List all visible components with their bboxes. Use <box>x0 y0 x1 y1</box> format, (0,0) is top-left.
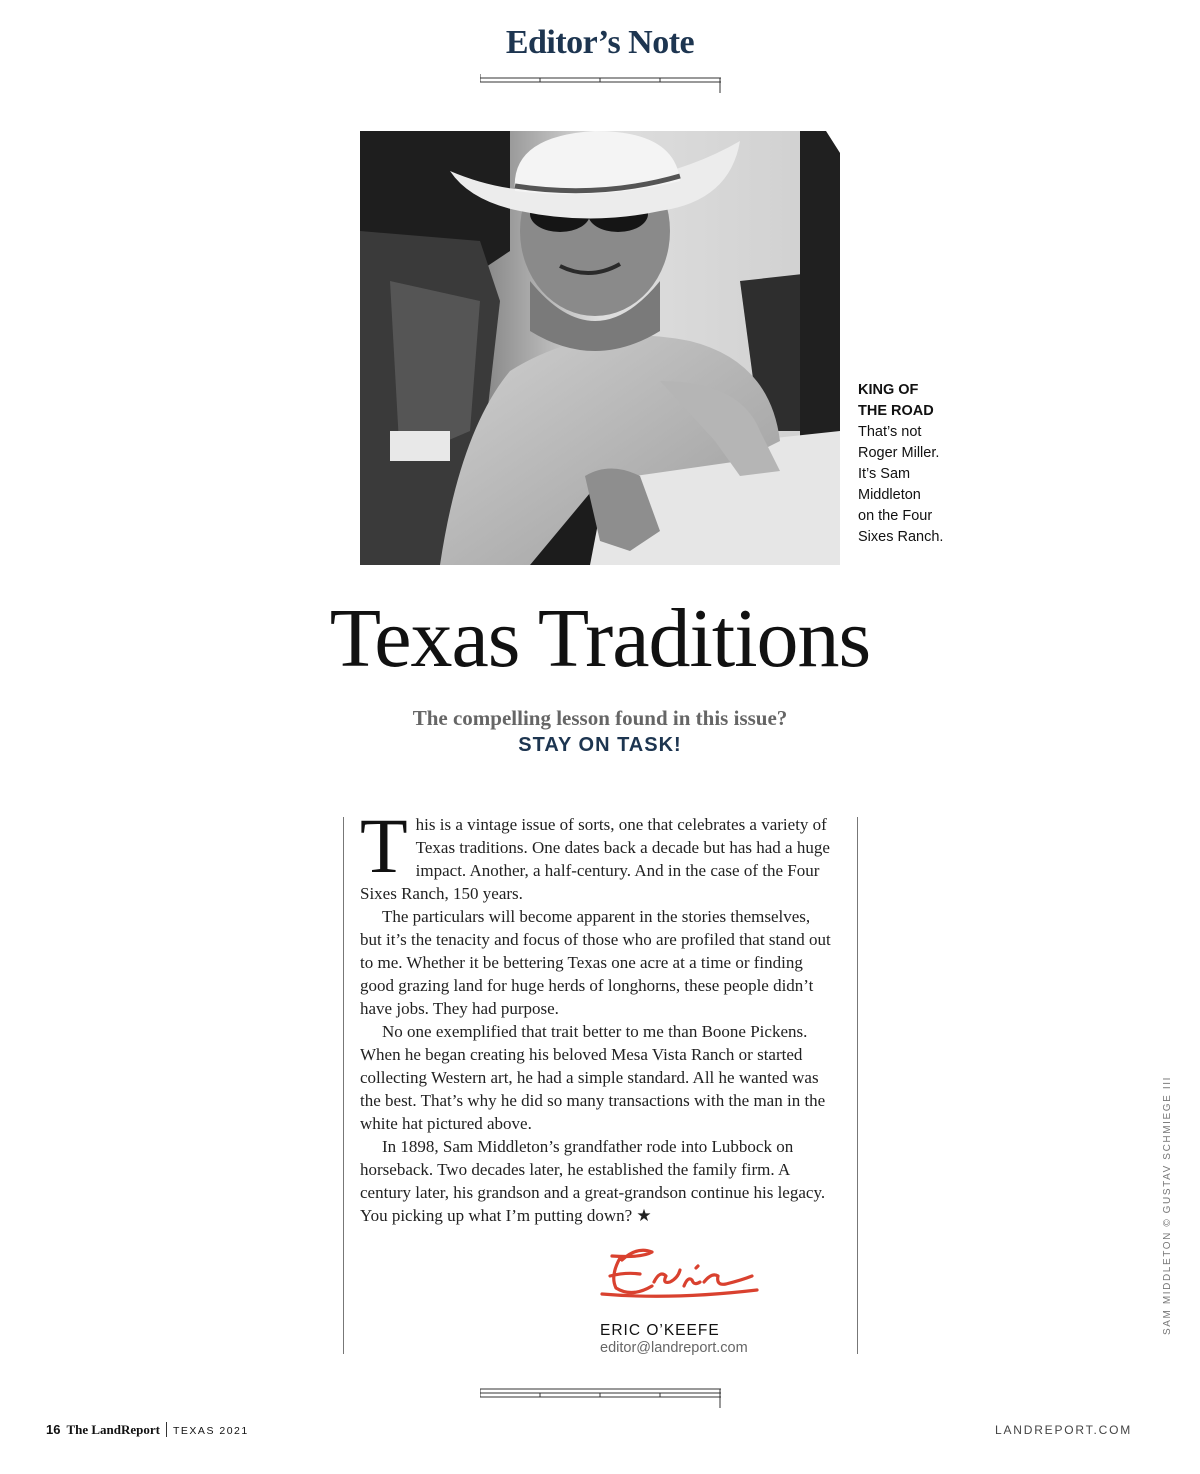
photo-caption <box>858 380 978 548</box>
paragraph-4: In 1898, Sam Middleton’s grandfather rode into Lubbock on horseback. Two decades later, he established the family firm. A century later, his grandson and a great-grandson continue his legacy. You picking up what I’m putting down? ★ <box>360 1137 826 1225</box>
folio-divider <box>166 1422 167 1437</box>
caption-body: That’s not Roger Miller. It’s Sam Middleton on the Four Sixes Ranch. <box>858 424 944 545</box>
photo-credit: SAM MIDDLETON © GUSTAV SCHMIEGE III <box>1162 1076 1173 1335</box>
dek-question: The compelling lesson found in this issue? <box>412 706 788 730</box>
right-column-rule <box>857 817 858 1354</box>
dek-answer: STAY ON TASK! <box>518 734 682 756</box>
caption-kicker: KING OF THE ROAD <box>858 382 934 419</box>
paragraph-1 <box>360 802 836 905</box>
paragraph-2: The particulars will become apparent in the stories themselves, but it’s the tenacity and focus of those who are profiled that stand out to me. Whether it be bettering Texas one acre at a time or finding good grazing land for huge herds of longhorns, these people didn’t have jobs. They had purpose. <box>360 907 831 1018</box>
magazine-name: The LandReport <box>66 1422 161 1437</box>
website-link[interactable]: LANDREPORT.COM <box>995 1423 1132 1437</box>
author-name: ERIC O’KEEFE <box>600 1322 720 1339</box>
issue-label: TEXAS 2021 <box>173 1425 249 1437</box>
footer-folio <box>46 1422 249 1438</box>
left-column-rule <box>343 817 344 1354</box>
paragraph-1-text: his is a vintage issue of sorts, one that celebrates a variety of Texas traditions. One dates back a decade but has had a huge impact. Another, a half-century. And in the case of the Four Sixes Ranch, 150 years. <box>360 815 830 903</box>
author-email[interactable]: editor@landreport.com <box>600 1340 748 1356</box>
page-number: 16 <box>46 1422 61 1437</box>
signature <box>592 1242 762 1310</box>
drop-cap: T <box>360 802 408 889</box>
paragraph-3: No one exemplified that trait better to me than Boone Pickens. When he began creating his beloved Mesa Vista Ranch or started collecting Western art, he had a simple standard. All he wanted was the best. That’s why he did so many transactions with the man in the white hat pictured above. <box>360 1022 826 1133</box>
top-rule-ornament <box>480 72 721 94</box>
headline: Texas Traditions <box>329 592 871 685</box>
photo-cowboy-in-truck <box>360 131 840 565</box>
bottom-rule-ornament <box>480 1387 721 1409</box>
section-title: Editor’s Note <box>505 24 695 61</box>
article-body <box>360 802 836 1227</box>
